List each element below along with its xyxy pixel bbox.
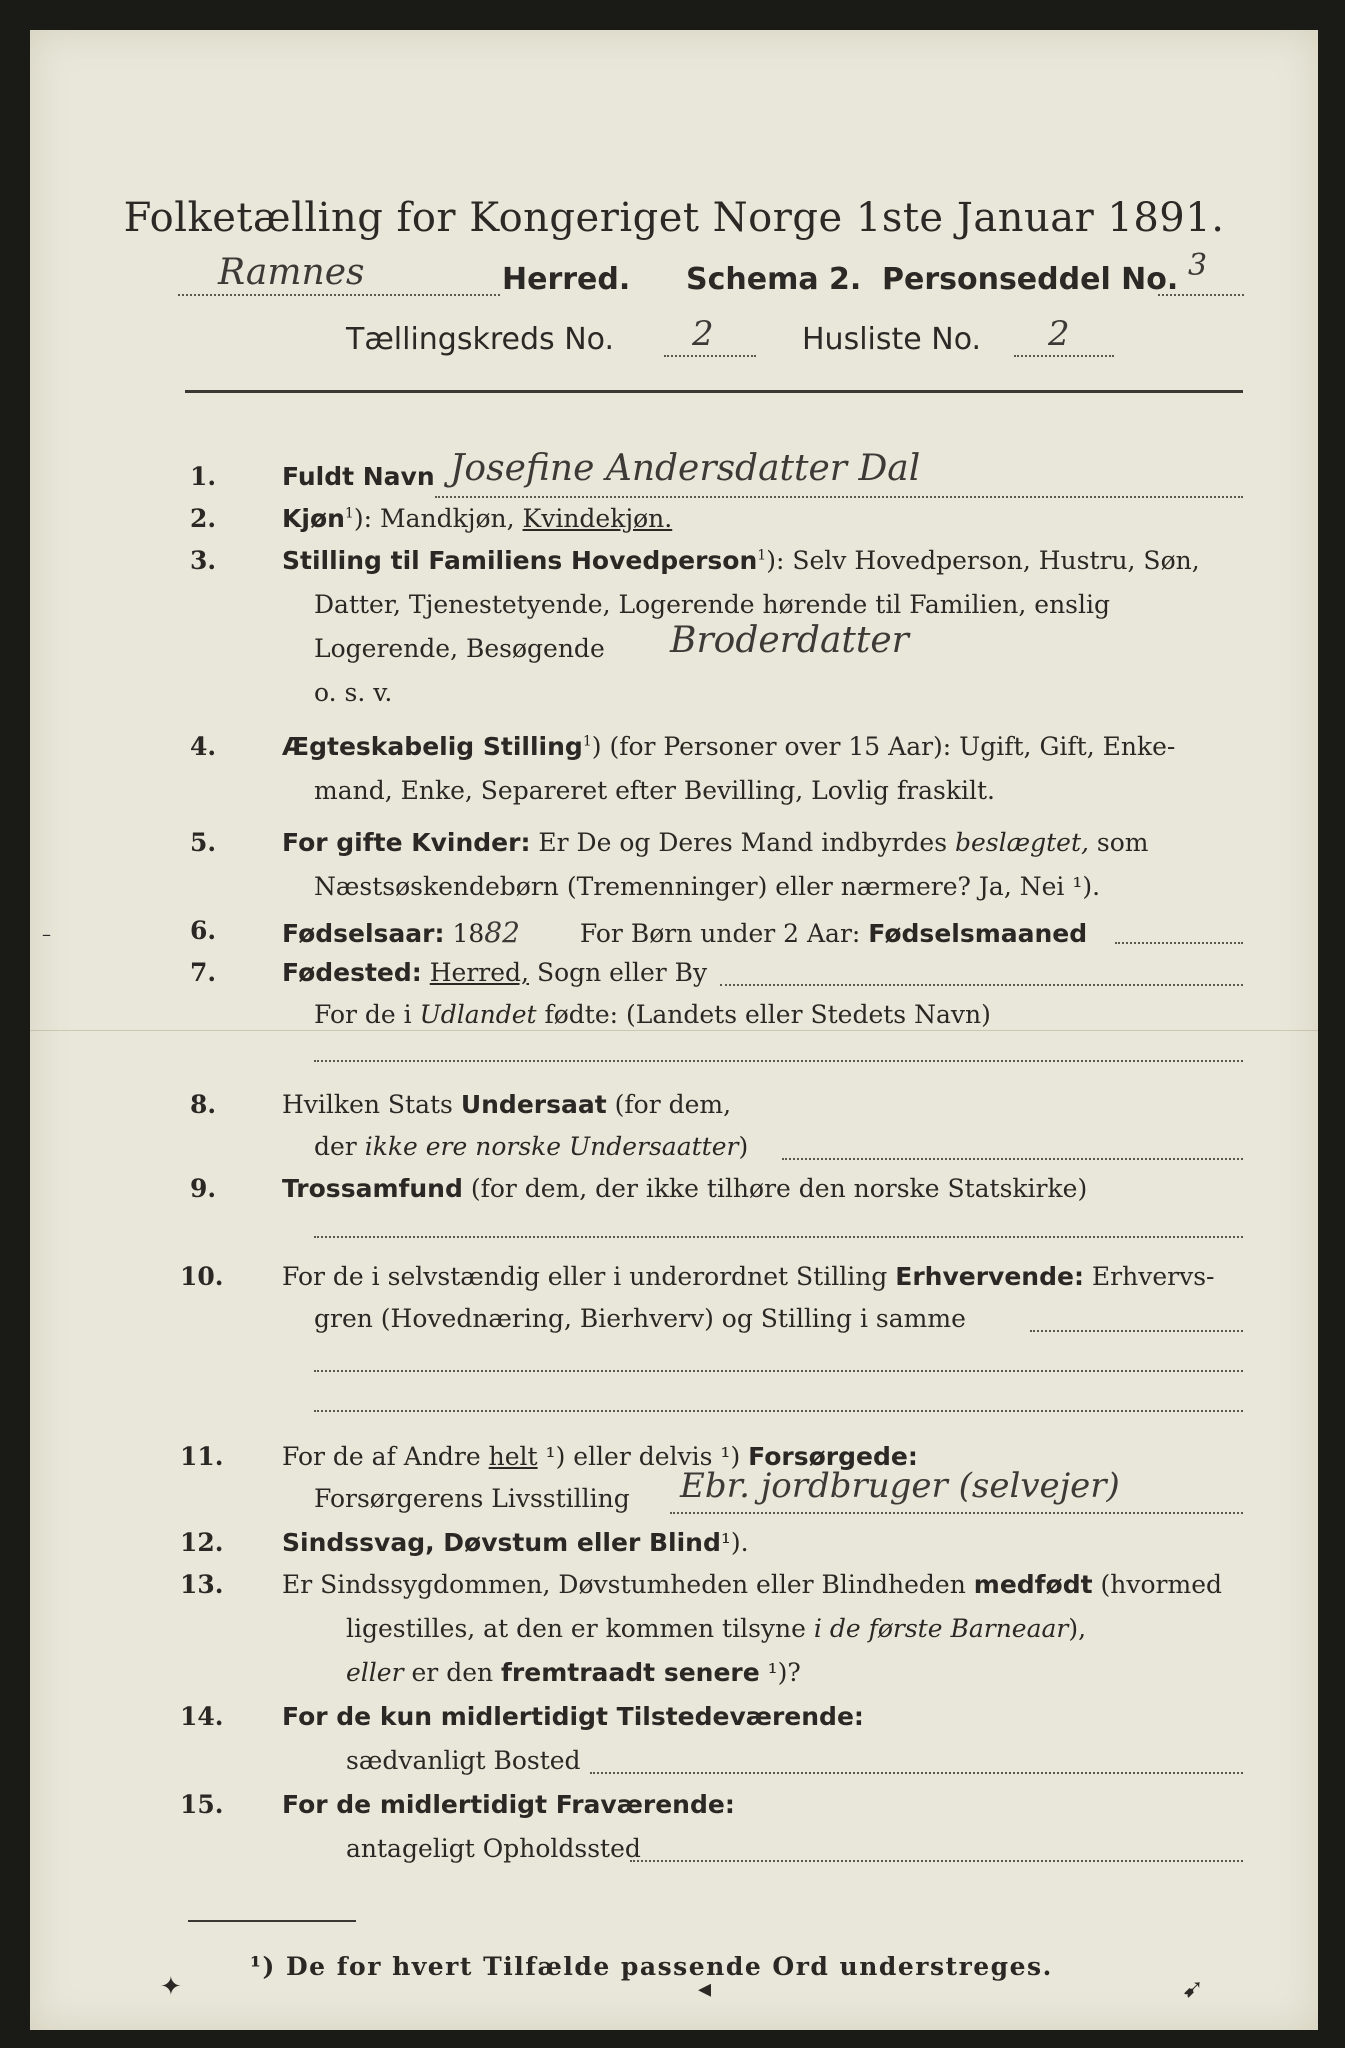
q15-label: For de midlertidigt Fraværende: <box>282 1790 735 1819</box>
q3-value: Broderdatter <box>670 620 909 661</box>
q14-label: For de kun midlertidigt Tilstedeværende: <box>282 1702 864 1731</box>
q3-text1: ): Selv Hovedperson, Hustru, Søn, <box>766 546 1200 575</box>
pin-mark-left: ✦ <box>160 1972 182 2002</box>
q8-line1b: Undersaat <box>460 1090 607 1119</box>
q4-label: Ægteskabelig Stilling <box>282 732 583 761</box>
q5-label: For gifte Kvinder: <box>282 828 531 857</box>
q14-line2: sædvanligt Bosted <box>346 1746 581 1775</box>
q8-dots <box>782 1158 1243 1160</box>
q2-text-b: Kvindekjøn. <box>522 504 673 533</box>
q12-line <box>282 1528 749 1557</box>
personseddel-value: 3 <box>1188 248 1208 283</box>
q4-line1 <box>282 732 1175 761</box>
q2-text-a: ): Mandkjøn, <box>353 504 515 533</box>
q1-value: Josefine Andersdatter Dal <box>450 448 921 489</box>
personseddel-dots <box>1158 294 1244 296</box>
q13-line1a: Er Sindssygdommen, Døvstumheden eller Blindheden <box>282 1570 966 1599</box>
q13-line2b: i de første Barneaar <box>813 1614 1069 1643</box>
taellingskreds-dots <box>664 355 756 357</box>
q7-number: 7. <box>190 958 217 987</box>
q13-line2c: ), <box>1068 1614 1087 1643</box>
q9-line <box>282 1174 1087 1203</box>
q4-sup: 1 <box>582 733 592 750</box>
q13-line3b: er den <box>411 1658 494 1687</box>
q8-line2b: ikke ere norske Undersaatter <box>364 1132 739 1161</box>
q4-text1: ) (for Personer over 15 Aar): Ugift, Gift, Enke- <box>591 732 1176 761</box>
q11-line1a: For de af Andre <box>282 1442 481 1471</box>
q11-number: 11. <box>180 1442 224 1471</box>
q5-line2: Næstsøskendebørn (Tremenninger) eller nærmere? Ja, Nei ¹). <box>314 872 1101 901</box>
q10-line1b: Erhvervende: <box>895 1262 1084 1291</box>
edge-mark: – <box>42 924 51 945</box>
q13-line3d: ¹)? <box>767 1658 801 1687</box>
form-title: Folketælling for Kongeriget Norge 1ste Januar 1891. <box>123 195 1225 241</box>
schema-label: Schema 2. <box>686 262 862 297</box>
q2-sup: 1 <box>344 505 354 522</box>
husliste-dots <box>1014 355 1114 357</box>
q7-line2c: fødte: (Landets eller Stedets Navn) <box>544 1000 991 1029</box>
q8-line2a: der <box>314 1132 357 1161</box>
q5-text1a: Er De og Deres Mand indbyrdes <box>538 828 948 857</box>
q8-line2c: ) <box>738 1132 749 1161</box>
q11-line2: Forsørgerens Livsstilling <box>314 1484 630 1513</box>
q12-label: Sindssvag, Døvstum eller Blind <box>282 1528 721 1557</box>
q13-line2a: ligestilles, at den er kommen tilsyne <box>346 1614 806 1643</box>
q3-label: Stilling til Familiens Hovedperson <box>282 546 758 575</box>
q4-line2: mand, Enke, Separeret efter Bevilling, Lovlig fraskilt. <box>314 776 995 805</box>
q13-line2 <box>346 1614 1086 1643</box>
q6-line <box>282 916 1087 949</box>
q9-dots <box>314 1236 1243 1238</box>
q3-sup: 1 <box>757 547 767 564</box>
q1-number: 1. <box>190 462 217 491</box>
q10-line1 <box>282 1262 1214 1291</box>
q5-line1 <box>282 828 1149 857</box>
q9-number: 9. <box>190 1174 217 1203</box>
q7-text-u: Herred, <box>429 958 529 987</box>
q6-rest-a: For Børn under 2 Aar: <box>579 919 861 948</box>
q14-number: 14. <box>180 1702 224 1731</box>
husliste-label: Husliste No. <box>802 322 982 357</box>
pin-mark-right: ➹ <box>1182 1974 1204 2004</box>
q10-dots-2 <box>314 1370 1243 1372</box>
herred-label: Herred. <box>502 262 631 297</box>
q5-number: 5. <box>190 828 217 857</box>
taellingskreds-value: 2 <box>692 314 714 354</box>
q1-dots <box>435 496 1243 498</box>
q10-dots-3 <box>314 1410 1243 1412</box>
q6-rest-b: Fødselsmaaned <box>868 919 1088 948</box>
q13-line3c: fremtraadt senere <box>501 1658 760 1687</box>
herred-value: Ramnes <box>218 252 365 293</box>
q8-line1 <box>282 1090 731 1119</box>
q6-dots <box>1115 942 1243 944</box>
q8-line2 <box>314 1132 748 1161</box>
q3-line4: o. s. v. <box>314 678 393 707</box>
q3-line3: Logerende, Besøgende <box>314 634 605 663</box>
footnote-rule <box>188 1920 356 1922</box>
q12-number: 12. <box>180 1528 224 1557</box>
q11-value: Ebr. jordbruger (selvejer) <box>680 1466 1120 1506</box>
q7-line2a: For de i <box>314 1000 412 1029</box>
q7-dots-2 <box>314 1060 1243 1062</box>
q2-label: Kjøn <box>282 504 345 533</box>
q7-line2 <box>314 1000 991 1029</box>
q3-number: 3. <box>190 546 217 575</box>
q11-line1b: helt <box>488 1442 538 1471</box>
q6-year-prefix: 18 <box>452 919 485 948</box>
q7-text-rest: Sogn eller By <box>536 958 708 987</box>
q8-line1c: (for dem, <box>614 1090 732 1119</box>
q13-line1c: (hvormed <box>1100 1570 1223 1599</box>
pin-mark-center: ◂ <box>698 1974 712 2004</box>
herred-dots <box>178 294 500 296</box>
q6-number: 6. <box>190 916 217 945</box>
q13-line3a: eller <box>346 1658 404 1687</box>
q6-label: Fødselsaar: <box>282 919 445 948</box>
q9-rest: (for dem, der ikke tilhøre den norske Statskirke) <box>470 1174 1088 1203</box>
q10-number: 10. <box>180 1262 224 1291</box>
q3-line2: Datter, Tjenestetyende, Logerende hørende til Familien, enslig <box>314 590 1111 619</box>
q11-line1d: Forsørgede: <box>748 1442 918 1471</box>
q11-line1c: ¹) eller delvis ¹) <box>545 1442 741 1471</box>
q1-label: Fuldt Navn <box>282 462 435 491</box>
husliste-value: 2 <box>1048 314 1070 354</box>
taellingskreds-label: Tællingskreds No. <box>346 322 614 357</box>
footnote: ¹) De for hvert Tilfælde passende Ord understreges. <box>250 1952 1053 1981</box>
q12-rest: ¹). <box>720 1528 749 1557</box>
paper-fold <box>30 1030 1318 1031</box>
q7-line1 <box>282 958 707 987</box>
q13-line1 <box>282 1570 1222 1599</box>
q8-line1a: Hvilken Stats <box>282 1090 453 1119</box>
q2-number: 2. <box>190 504 217 533</box>
q13-number: 13. <box>180 1570 224 1599</box>
q13-line3 <box>346 1658 801 1687</box>
q8-number: 8. <box>190 1090 217 1119</box>
q11-dots <box>670 1512 1243 1514</box>
q10-line1c: Erhvervs- <box>1091 1262 1215 1291</box>
q5-text1c: som <box>1096 828 1149 857</box>
q7-label: Fødested: <box>282 958 422 987</box>
q13-line1b: medfødt <box>973 1570 1093 1599</box>
q3-line1 <box>282 546 1200 575</box>
q6-year-value: 82 <box>484 916 520 949</box>
q5-text1b: beslægtet, <box>955 828 1089 857</box>
q15-dots <box>630 1860 1243 1862</box>
q2-line <box>282 504 672 533</box>
personseddel-label: Personseddel No. <box>882 262 1179 297</box>
header-rule <box>185 390 1243 393</box>
q4-number: 4. <box>190 732 217 761</box>
q7-dots <box>720 984 1243 986</box>
q14-dots <box>590 1772 1243 1774</box>
q7-line2b: Udlandet <box>419 1000 537 1029</box>
q10-dots-1 <box>1030 1330 1243 1332</box>
q15-line2: antageligt Opholdssted <box>346 1834 641 1863</box>
q10-line1a: For de i selvstændig eller i underordnet Stilling <box>282 1262 888 1291</box>
q9-label: Trossamfund <box>282 1174 463 1203</box>
q10-line2: gren (Hovednæring, Bierhverv) og Stilling i samme <box>314 1304 966 1333</box>
census-form-sheet <box>30 30 1318 2030</box>
q15-number: 15. <box>180 1790 224 1819</box>
